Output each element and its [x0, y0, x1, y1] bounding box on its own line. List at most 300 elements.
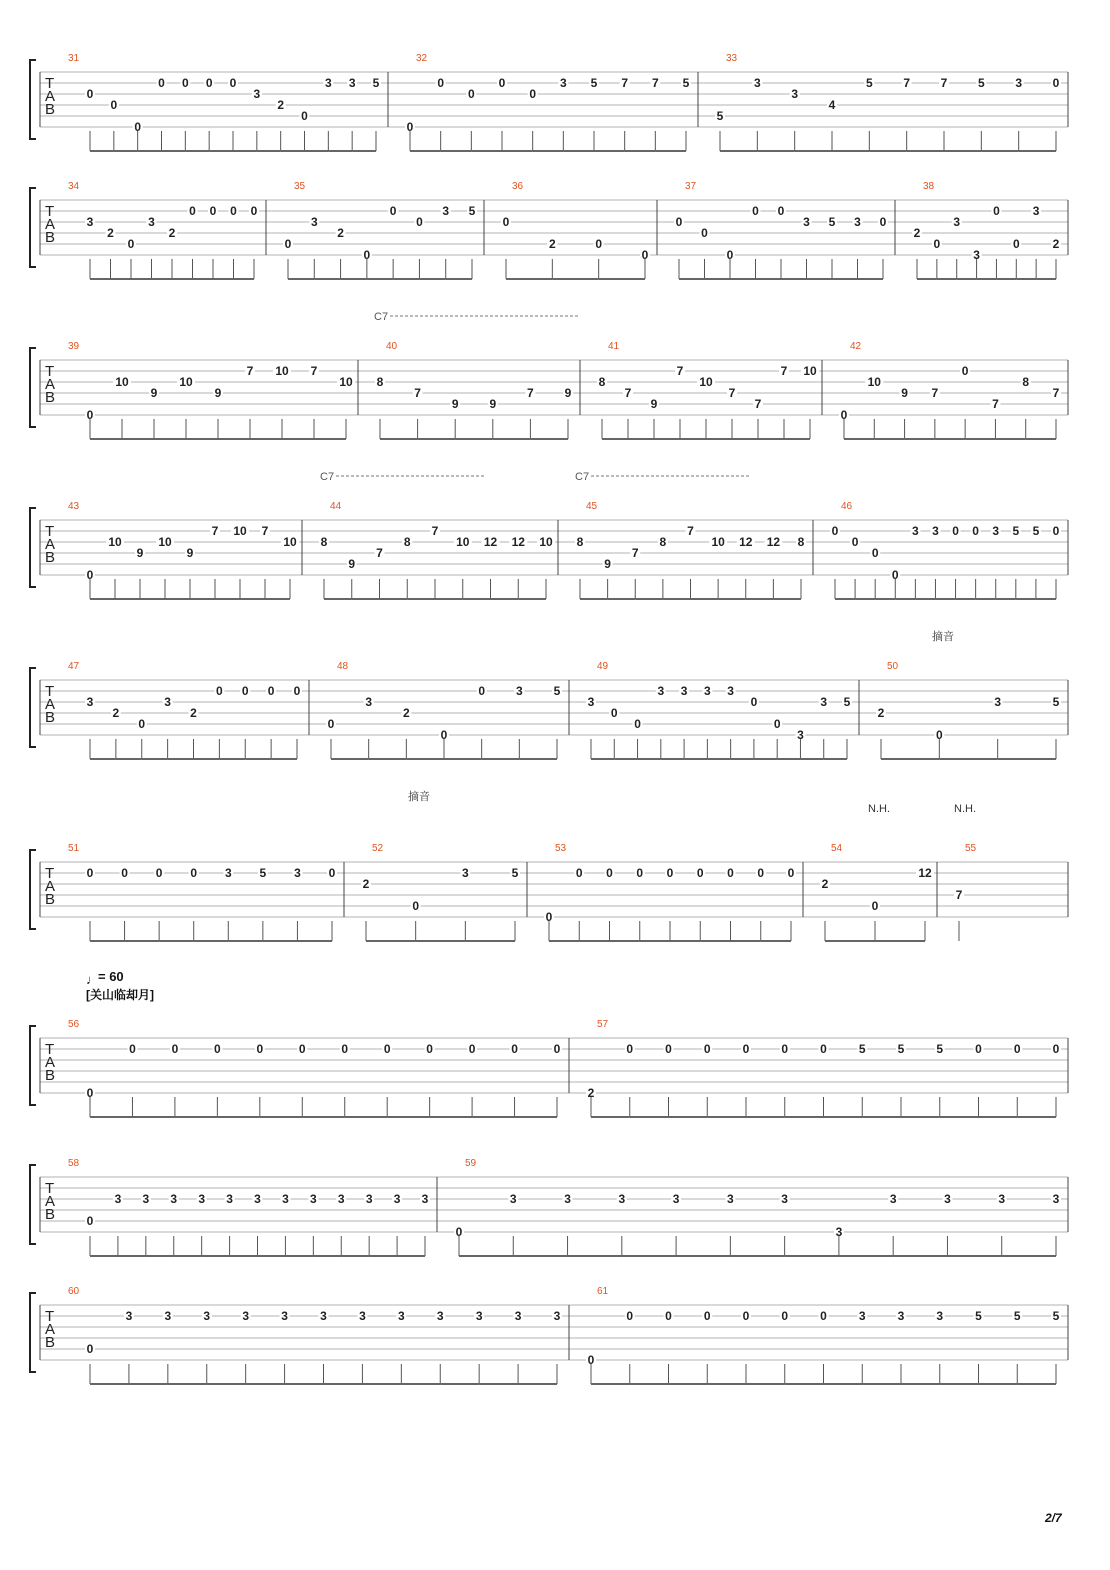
fret-number: 2 — [362, 877, 370, 891]
fret-number: 3 — [393, 1192, 401, 1206]
fret-number: 12 — [918, 866, 932, 880]
fret-number: 3 — [509, 1192, 517, 1206]
fret-number: 10 — [711, 535, 725, 549]
fret-number: 0 — [752, 204, 759, 218]
fret-number: 3 — [953, 215, 961, 229]
fret-number: 7 — [780, 364, 788, 378]
measure-number: 36 — [512, 181, 524, 192]
fret-number: 9 — [489, 397, 497, 411]
measure-number: 33 — [726, 53, 738, 64]
fret-number: 3 — [559, 76, 567, 90]
fret-number: 5 — [590, 76, 598, 90]
fret-number: 3 — [897, 1309, 905, 1323]
fret-number: 0 — [933, 237, 941, 251]
quarter-note-icon: ♩ — [86, 972, 99, 987]
fret-number: 0 — [696, 866, 704, 880]
fret-number: 5 — [372, 76, 380, 90]
measure-54 — [820, 843, 934, 941]
fret-number: 0 — [891, 568, 899, 582]
fret-number: 0 — [773, 717, 781, 731]
fret-number: 0 — [214, 1042, 221, 1056]
fret-number: 3 — [998, 1192, 1006, 1206]
fret-number: 3 — [170, 1192, 178, 1206]
tab-clef-letter: B — [45, 229, 56, 246]
fret-number: 3 — [203, 1309, 211, 1323]
fret-number: 0 — [86, 408, 94, 422]
fret-number: 0 — [1052, 1042, 1060, 1056]
measure-31 — [68, 53, 381, 151]
fret-number: 7 — [687, 524, 694, 538]
tab-clef-letter: T — [45, 865, 55, 882]
fret-number: 8 — [576, 535, 584, 549]
fret-number: 5 — [977, 76, 985, 90]
measure-38 — [912, 181, 1061, 279]
fret-number: 9 — [150, 386, 158, 400]
fret-number: 0 — [675, 215, 683, 229]
fret-number: 3 — [365, 695, 373, 709]
page-number: 2/7 — [1045, 1511, 1062, 1525]
fret-number: 3 — [858, 1309, 866, 1323]
fret-number: 0 — [155, 866, 163, 880]
fret-number: 0 — [138, 717, 146, 731]
fret-number: 0 — [1012, 237, 1020, 251]
fret-number: 3 — [125, 1309, 133, 1323]
fret-number: 9 — [136, 546, 144, 560]
fret-number: 3 — [680, 684, 688, 698]
fret-number: 7 — [651, 76, 659, 90]
fret-number: 0 — [328, 866, 336, 880]
tab-system — [30, 1286, 1068, 1384]
fret-number: 3 — [309, 1192, 317, 1206]
fret-number: 2 — [821, 877, 829, 891]
fret-number: 0 — [267, 684, 275, 698]
fret-number: 0 — [787, 866, 795, 880]
fret-number: 7 — [931, 386, 939, 400]
tab-clef-letter: T — [45, 1180, 55, 1197]
fret-number: 3 — [1052, 1192, 1060, 1206]
fret-number: 5 — [682, 76, 690, 90]
fret-number: 0 — [840, 408, 848, 422]
fret-number: 3 — [727, 1192, 734, 1206]
system-brace — [30, 668, 36, 747]
tab-clef-letter: A — [45, 696, 56, 713]
fret-number: 3 — [320, 1309, 327, 1323]
fret-number: 0 — [610, 706, 618, 720]
measure-47 — [68, 661, 302, 759]
fret-number: 7 — [631, 546, 639, 560]
fret-number: 3 — [912, 524, 919, 538]
fret-number: 0 — [727, 866, 734, 880]
fret-number: 5 — [897, 1042, 905, 1056]
fret-number: 0 — [634, 717, 641, 731]
fret-number: 9 — [604, 557, 611, 571]
fret-number: 0 — [871, 546, 879, 560]
fret-number: 0 — [416, 215, 423, 229]
fret-number: 3 — [854, 215, 861, 229]
fret-number: 10 — [158, 535, 172, 549]
measure-number: 50 — [887, 661, 899, 672]
fret-number: 7 — [211, 524, 219, 538]
fret-number: 0 — [665, 1042, 672, 1056]
fret-number: 3 — [294, 866, 301, 880]
fret-number: 5 — [936, 1042, 944, 1056]
fret-number: 2 — [277, 98, 285, 112]
fret-number: 3 — [421, 1192, 429, 1206]
fret-number: 9 — [564, 386, 572, 400]
fret-number: 7 — [261, 524, 269, 538]
fret-number: 0 — [595, 237, 603, 251]
fret-number: 0 — [86, 568, 94, 582]
tab-clef-letter: A — [45, 1321, 56, 1338]
measure-35 — [283, 181, 477, 279]
measure-number: 39 — [68, 341, 80, 352]
tab-system — [30, 843, 1068, 941]
fret-number: 0 — [961, 364, 969, 378]
fret-number: 8 — [1022, 375, 1030, 389]
measure-48 — [326, 661, 562, 759]
fret-number: 0 — [742, 1042, 750, 1056]
fret-number: 0 — [134, 120, 142, 134]
fret-number: 3 — [992, 524, 1000, 538]
measure-49 — [586, 661, 852, 759]
fret-number: 0 — [703, 1309, 711, 1323]
chord-label: C7 — [575, 471, 590, 483]
fret-number: 0 — [129, 1042, 136, 1056]
fret-number: 0 — [327, 717, 335, 731]
fret-number: 0 — [742, 1309, 750, 1323]
fret-number: 0 — [241, 684, 249, 698]
fret-number: 2 — [168, 226, 176, 240]
measure-41 — [597, 341, 819, 439]
fret-number: 5 — [468, 204, 476, 218]
system-brace — [30, 348, 36, 427]
fret-number: 3 — [310, 215, 318, 229]
fret-number: 9 — [348, 557, 356, 571]
fret-number: 10 — [867, 375, 881, 389]
fret-number: 5 — [858, 1042, 866, 1056]
tab-clef-letter: B — [45, 549, 56, 566]
fret-number: 0 — [626, 1309, 634, 1323]
fret-number: 7 — [621, 76, 629, 90]
measure-number: 56 — [68, 1019, 80, 1030]
fret-number: 0 — [440, 728, 448, 742]
fret-number: 5 — [1052, 1309, 1060, 1323]
measure-number: 45 — [586, 501, 598, 512]
fret-number: 7 — [1052, 386, 1060, 400]
tab-system — [30, 341, 1068, 439]
fret-number: 0 — [229, 76, 237, 90]
fret-number: 0 — [171, 1042, 179, 1056]
fret-number: 0 — [426, 1042, 433, 1056]
fret-number: 2 — [913, 226, 921, 240]
fret-number: 0 — [284, 237, 292, 251]
tab-clef-letter: B — [45, 709, 56, 726]
measure-34 — [68, 181, 259, 279]
fret-number: 8 — [659, 535, 667, 549]
fret-number: 0 — [606, 866, 613, 880]
fret-number: 5 — [511, 866, 519, 880]
fret-number: 0 — [209, 204, 217, 218]
fret-number: 5 — [843, 695, 851, 709]
fret-number: 3 — [442, 204, 450, 218]
fret-number: 0 — [820, 1042, 827, 1056]
fret-number: 0 — [993, 204, 1000, 218]
fret-number: 3 — [86, 695, 94, 709]
measure-57 — [586, 1019, 1061, 1117]
fret-number: 3 — [461, 866, 469, 880]
tab-clef-letter: B — [45, 1206, 56, 1223]
fret-number: 0 — [726, 248, 734, 262]
fret-number: 3 — [797, 728, 804, 742]
fret-number: 2 — [107, 226, 114, 240]
measure-42 — [839, 341, 1061, 439]
fret-number: 3 — [791, 87, 799, 101]
fret-number: 3 — [753, 76, 761, 90]
fret-number: 0 — [406, 120, 414, 134]
fret-number: 3 — [657, 684, 665, 698]
measure-number: 44 — [330, 501, 342, 512]
fret-number: 10 — [233, 524, 247, 538]
tab-system — [30, 661, 1068, 759]
fret-number: 3 — [704, 684, 711, 698]
fret-number: 0 — [545, 910, 553, 924]
tab-clef-letter: T — [45, 75, 55, 92]
fret-number: 0 — [757, 866, 765, 880]
measure-46 — [830, 501, 1061, 599]
fret-number: 0 — [587, 1353, 595, 1367]
system-brace — [30, 508, 36, 587]
tab-clef-letter: A — [45, 878, 56, 895]
fret-number: 7 — [940, 76, 948, 90]
measure-number: 38 — [923, 181, 935, 192]
fret-number: 3 — [254, 1192, 261, 1206]
fret-number: 5 — [1012, 524, 1020, 538]
tab-clef-letter: A — [45, 1054, 56, 1071]
fret-number: 0 — [935, 728, 943, 742]
measure-number: 34 — [68, 181, 80, 192]
fret-number: 9 — [214, 386, 222, 400]
fret-number: 0 — [121, 866, 128, 880]
tab-clef-letter: B — [45, 389, 56, 406]
fret-number: 5 — [259, 866, 267, 880]
fret-number: 5 — [716, 109, 724, 123]
fret-number: 0 — [437, 76, 445, 90]
fret-number: 2 — [1052, 237, 1060, 251]
fret-number: 12 — [483, 535, 498, 549]
fret-number: 0 — [502, 215, 510, 229]
measure-number: 48 — [337, 661, 349, 672]
system-brace — [30, 1026, 36, 1105]
fret-number: 10 — [108, 535, 122, 549]
fret-number: 3 — [324, 76, 332, 90]
fret-number: 0 — [871, 899, 879, 913]
measure-52 — [361, 843, 520, 941]
measure-number: 52 — [372, 843, 384, 854]
fret-number: 7 — [624, 386, 632, 400]
fret-number: 0 — [86, 866, 94, 880]
chord-label: C7 — [320, 471, 335, 483]
measure-number: 59 — [465, 1158, 477, 1169]
fret-number: 0 — [831, 524, 839, 538]
natural-harmonic-label: N.H. — [954, 803, 976, 815]
fret-number: 0 — [665, 1309, 672, 1323]
tempo-marking: = 60 — [98, 969, 124, 984]
fret-number: 7 — [527, 386, 534, 400]
fret-number: 3 — [587, 695, 595, 709]
fret-number: 3 — [164, 695, 171, 709]
fret-number: 3 — [359, 1309, 366, 1323]
fret-number: 10 — [115, 375, 129, 389]
tab-clef-letter: B — [45, 1334, 56, 1351]
measure-number: 32 — [416, 53, 428, 64]
fret-number: 5 — [1032, 524, 1040, 538]
fret-number: 0 — [298, 1042, 306, 1056]
measure-56 — [68, 1019, 562, 1117]
fret-number: 2 — [877, 706, 885, 720]
fret-number: 3 — [114, 1192, 122, 1206]
tab-clef-letter: A — [45, 536, 56, 553]
fret-number: 0 — [553, 1042, 561, 1056]
measure-number: 37 — [685, 181, 697, 192]
fret-number: 7 — [754, 397, 762, 411]
fret-number: 0 — [851, 535, 859, 549]
fret-number: 5 — [1013, 1309, 1021, 1323]
tab-clef-letter: T — [45, 683, 55, 700]
fret-number: 10 — [179, 375, 193, 389]
fret-number: 0 — [181, 76, 189, 90]
fret-number: 7 — [246, 364, 254, 378]
system-brace — [30, 60, 36, 139]
system-brace — [30, 850, 36, 929]
measure-53 — [544, 843, 796, 941]
tab-system — [30, 53, 1068, 151]
fret-number: 7 — [728, 386, 736, 400]
measure-number: 47 — [68, 661, 80, 672]
section-label: [关山临却月] — [86, 988, 154, 1002]
measure-43 — [68, 501, 299, 599]
fret-number: 10 — [803, 364, 817, 378]
fret-number: 3 — [564, 1192, 571, 1206]
technique-label: 摘音 — [408, 791, 430, 803]
fret-number: 0 — [1052, 524, 1060, 538]
fret-number: 2 — [337, 226, 344, 240]
fret-number: 9 — [901, 386, 908, 400]
fret-number: 10 — [283, 535, 297, 549]
fret-number: 3 — [224, 866, 232, 880]
fret-number: 3 — [973, 248, 980, 262]
fret-number: 8 — [320, 535, 328, 549]
fret-number: 4 — [828, 98, 836, 112]
fret-number: 3 — [553, 1309, 561, 1323]
fret-number: 3 — [198, 1192, 206, 1206]
fret-number: 2 — [190, 706, 197, 720]
fret-number: 0 — [230, 204, 237, 218]
measure-32 — [405, 53, 691, 151]
measure-50 — [876, 661, 1061, 759]
measure-39 — [68, 341, 355, 439]
fret-number: 0 — [293, 684, 301, 698]
fret-number: 10 — [339, 375, 353, 389]
fret-number: 0 — [777, 204, 785, 218]
fret-number: 3 — [281, 1309, 288, 1323]
fret-number: 0 — [86, 1214, 94, 1228]
fret-number: 0 — [1052, 76, 1060, 90]
fret-number: 0 — [383, 1042, 391, 1056]
measure-number: 58 — [68, 1158, 80, 1169]
measure-number: 49 — [597, 661, 609, 672]
fret-number: 3 — [148, 215, 155, 229]
fret-number: 8 — [376, 375, 384, 389]
tab-clef-letter: B — [45, 1067, 56, 1084]
tab-clef-letter: B — [45, 891, 56, 908]
fret-number: 3 — [820, 695, 828, 709]
fret-number: 10 — [456, 535, 470, 549]
fret-number: 2 — [587, 1086, 595, 1100]
natural-harmonic-label: N.H. — [868, 803, 890, 815]
fret-number: 10 — [275, 364, 289, 378]
measure-58 — [68, 1158, 430, 1256]
fret-number: 0 — [256, 1042, 264, 1056]
fret-number: 5 — [553, 684, 561, 698]
fret-number: 0 — [666, 866, 674, 880]
fret-number: 7 — [676, 364, 684, 378]
fret-number: 5 — [865, 76, 873, 90]
measure-number: 61 — [597, 1286, 609, 1297]
fret-number: 3 — [475, 1309, 483, 1323]
fret-number: 0 — [975, 1042, 982, 1056]
fret-number: 3 — [727, 684, 734, 698]
fret-number: 8 — [797, 535, 805, 549]
chord-label: C7 — [374, 311, 389, 323]
tab-clef-letter: B — [45, 101, 56, 118]
fret-number: 0 — [1013, 1042, 1021, 1056]
fret-number: 3 — [348, 76, 356, 90]
fret-number: 0 — [205, 76, 213, 90]
measure-60 — [68, 1286, 562, 1384]
fret-number: 0 — [110, 98, 118, 112]
fret-number: 3 — [282, 1192, 289, 1206]
fret-number: 2 — [548, 237, 556, 251]
fret-number: 0 — [952, 524, 959, 538]
measure-number: 41 — [608, 341, 620, 352]
fret-number: 8 — [598, 375, 606, 389]
fret-number: 3 — [365, 1192, 373, 1206]
tab-clef-letter: T — [45, 1308, 55, 1325]
fret-number: 3 — [803, 215, 810, 229]
fret-number: 0 — [127, 237, 135, 251]
fret-number: 0 — [190, 866, 198, 880]
tab-clef-letter: T — [45, 363, 55, 380]
fret-number: 0 — [363, 248, 371, 262]
fret-number: 0 — [301, 109, 308, 123]
fret-number: 9 — [186, 546, 194, 560]
fret-number: 7 — [992, 397, 999, 411]
fret-number: 0 — [389, 204, 397, 218]
system-brace — [30, 188, 36, 267]
fret-number: 0 — [86, 1342, 94, 1356]
fret-number: 9 — [451, 397, 459, 411]
fret-number: 3 — [889, 1192, 897, 1206]
fret-number: 3 — [672, 1192, 680, 1206]
fret-number: 3 — [514, 1309, 522, 1323]
measure-number: 53 — [555, 843, 567, 854]
fret-number: 2 — [112, 706, 120, 720]
fret-number: 0 — [189, 204, 196, 218]
fret-number: 0 — [750, 695, 758, 709]
fret-number: 0 — [341, 1042, 349, 1056]
tab-clef-letter: T — [45, 523, 55, 540]
tab-clef-letter: T — [45, 203, 55, 220]
